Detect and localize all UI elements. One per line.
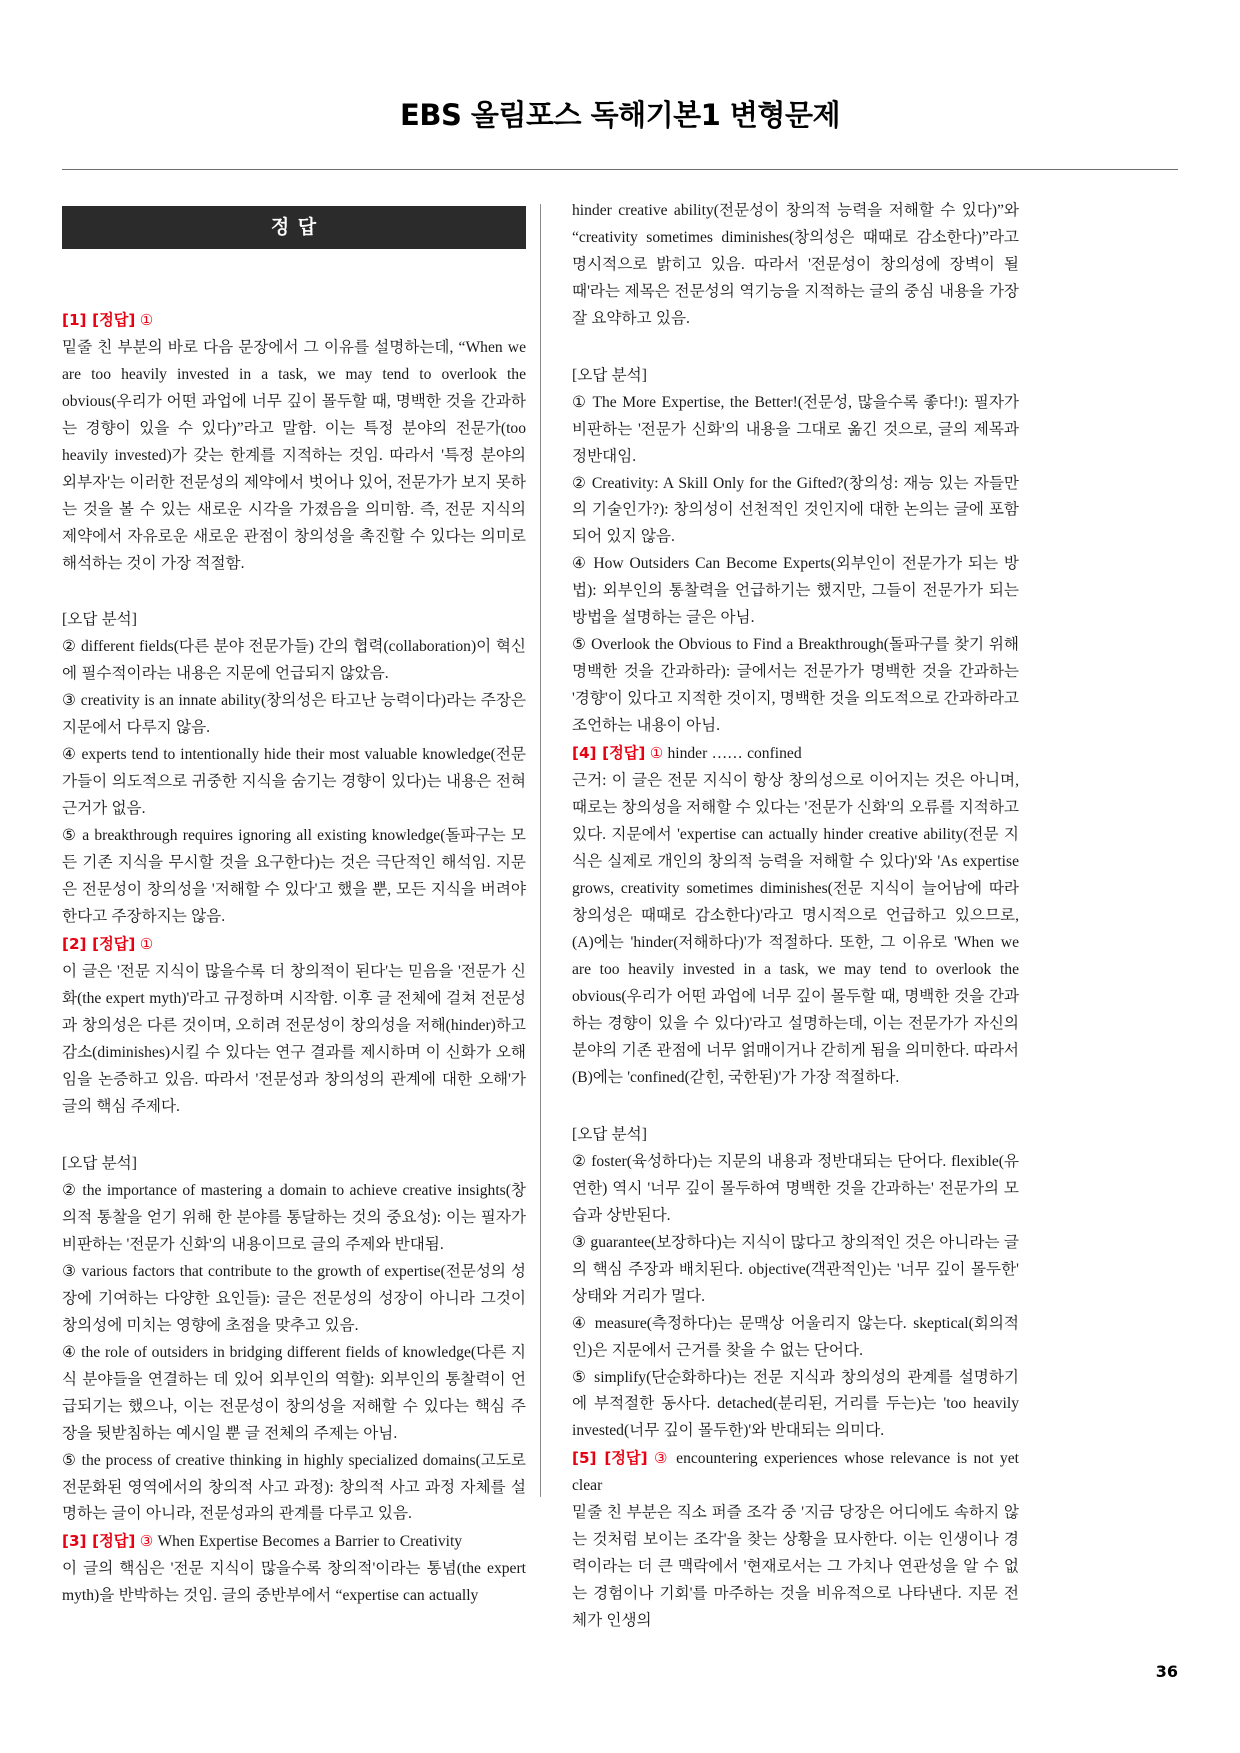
question-2-heading: [2] [정답]: [62, 935, 136, 954]
question-5-answer-text: encountering experiences whose relevance is not yet clear: [572, 1450, 1019, 1495]
question-1-wrong-4: ④ experts tend to intentionally hide their most valuable knowledge(전문가들이 의도적으로 귀중한 지식을 숨기는 경향이 있다)는 내용은 전혀 근거가 없음.: [62, 746, 526, 818]
question-2-wrong-5: ⑤ the process of creative thinking in highly specialized domains(고도로 전문화된 영역에서의 창의적 사고 과정): 창의적 사고 과정 자체를 설명하는 글이 아니라, 전문성과의 관계를 다루고 있음.: [62, 1451, 526, 1523]
question-4-wrong-5: ⑤ simplify(단순화하다)는 전문 지식과 창의성의 관계를 설명하기에 부적절한 동사다. detached(분리된, 거리를 두는)는 'too heavily invested(너무 깊이 몰두한)'와 반대되는 의미다.: [572, 1368, 1019, 1440]
question-5-choice: ③: [654, 1449, 670, 1468]
question-3-body-start: 이 글의 핵심은 '전문 지식이 많을수록 창의적'이라는 통념(the expert myth)을 반박하는 것임. 글의 중반부에서 “expertise can actually: [62, 1560, 526, 1605]
page-title: EBS 올림포스 독해기본1 변형문제: [400, 98, 840, 132]
question-3-answer-text: When Expertise Becomes a Barrier to Creativity: [157, 1533, 463, 1551]
question-2-wrong-label: [오답 분석]: [62, 1154, 137, 1172]
question-4-wrong-2: ② foster(육성하다)는 지문의 내용과 정반대되는 단어다. flexible(유연한) 역시 '너무 깊이 몰두하여 명백한 것을 간과하는' 전문가의 모습과 상반된다.: [572, 1152, 1019, 1224]
question-4-wrong-label: [오답 분석]: [572, 1125, 647, 1143]
question-5-body: 밑줄 친 부분은 직소 퍼즐 조각 중 '지금 당장은 어디에도 속하지 않는 것처럼 보이는 조각'을 찾는 상황을 묘사한다. 이는 인생이나 경력이라는 더 큰 맥락에서 '현재로서는 그 가치나 연관성을 알 수 없는 경험이나 기회'를 마주하는 것을 비유적으로 나타낸다. 지문 전체가 인생의: [572, 1504, 1019, 1630]
two-column-body: [62, 198, 1178, 1630]
question-3-body-continued: hinder creative ability(전문성이 창의적 능력을 저해할 수 있다)”와 “creativity sometimes diminishes(창의성은 때때로 감소한다)”라고 명시적으로 밝히고 있음. 따라서 '전문성이 창의성에 장벽이 될 때'라는 제목은 전문성의 역기능을 지적하는 글의 중심 내용을 가장 잘 요약하고 있음.: [572, 201, 1019, 327]
title-divider: [62, 169, 1178, 170]
question-1-choice: ①: [139, 310, 154, 329]
answer-section-banner: 정 답: [62, 206, 526, 249]
question-2-body: 이 글은 '전문 지식이 많을수록 더 창의적이 된다'는 믿음을 '전문가 신화(the expert myth)'라고 규정하며 시작함. 이후 글 전체에 걸쳐 전문성과 창의성은 다른 것이며, 오히려 전문성이 창의성을 저해(hinder)하고 감소(diminishes)시킬 수 있다는 연구 결과를 제시하며 이 신화가 오해임을 논증하고 있음. 따라서 '전문성과 창의성의 관계에 대한 오해'가 글의 핵심 주제다.: [62, 963, 526, 1115]
page-number: 36: [1155, 1662, 1178, 1681]
question-4-heading: [4] [정답]: [572, 744, 646, 763]
question-3-choice: ③: [139, 1532, 154, 1551]
left-column: [62, 198, 540, 1605]
question-3-answer-line: [62, 1528, 526, 1556]
question-2-answer-line: [62, 931, 526, 959]
right-column: [541, 198, 1019, 1630]
question-3-wrong-4: ④ How Outsiders Can Become Experts(외부인이 전문가가 되는 방법): 외부인의 통찰력을 언급하기는 했지만, 그들이 전문가가 되는 방법을 설명하는 글은 아님.: [572, 555, 1019, 627]
question-1-wrong-label: [오답 분석]: [62, 611, 137, 629]
question-3-wrong-5: ⑤ Overlook the Obvious to Find a Breakthrough(돌파구를 찾기 위해 명백한 것을 간과하라): 글에서는 전문가가 명백한 것을 간과하는 '경향'이 있다고 지적한 것이지, 명백한 것을 의도적으로 간과하라고 조언하는 내용이 아님.: [572, 636, 1019, 735]
question-4-wrong-4: ④ measure(측정하다)는 문맥상 어울리지 않는다. skeptical(회의적인)은 지문에서 근거를 찾을 수 없는 단어다.: [572, 1314, 1019, 1359]
question-1-wrong-3: ③ creativity is an innate ability(창의성은 타고난 능력이다)라는 주장은 지문에서 다루지 않음.: [62, 692, 526, 737]
question-5-heading: [5] [정답]: [572, 1449, 648, 1468]
question-2-wrong-4: ④ the role of outsiders in bridging different fields of knowledge(다른 지식 분야들을 연결하는 데 있어 외부인의 역할): 외부인의 통찰력이 언급되기는 했으나, 이는 전문성이 창의성을 저해할 수 있다는 핵심 주장을 뒷받침하는 예시일 뿐 글 전체의 주제는 아님.: [62, 1343, 526, 1442]
question-1-wrong-5: ⑤ a breakthrough requires ignoring all existing knowledge(돌파구는 모든 기존 지식을 무시할 것을 요구한다)는 것은 극단적인 해석임. 지문은 전문성이 창의성을 '저해할 수 있다'고 했을 뿐, 모든 지식을 버려야 한다고 주장하지는 않음.: [62, 827, 526, 926]
question-4-answer-text: hinder …… confined: [667, 745, 802, 763]
question-3-wrong-2: ② Creativity: A Skill Only for the Gifted?(창의성: 재능 있는 자들만의 기술인가?): 창의성이 선천적인 것인지에 대한 논의는 글에 포함되어 있지 않음.: [572, 474, 1019, 546]
question-2-wrong-3: ③ various factors that contribute to the growth of expertise(전문성의 성장에 기여하는 다양한 요인들): 글은 전문성의 성장이 아니라 그것이 창의성에 미치는 영향에 초점을 맞추고 있음.: [62, 1262, 526, 1334]
question-4-choice: ①: [649, 744, 664, 763]
question-2-choice: ①: [139, 935, 154, 954]
question-4-wrong-3: ③ guarantee(보장하다)는 지식이 많다고 창의적인 것은 아니라는 글의 핵심 주장과 배치된다. objective(객관적인)는 '너무 깊이 몰두한' 상태와 거리가 멀다.: [572, 1233, 1019, 1305]
question-3-wrong-label: [오답 분석]: [572, 366, 647, 384]
question-3-heading: [3] [정답]: [62, 1532, 136, 1551]
question-4-body: 근거: 이 글은 전문 지식이 항상 창의성으로 이어지는 것은 아니며, 때로는 창의성을 저해할 수 있다는 '전문가 신화'의 오류를 지적하고 있다. 지문에서 'expertise can actually hinder creative ability(전문 지식은 실제로 개인의 창의적 능력을 저해할 수 있다)'와 'As expertise grows, creativity sometimes diminishes(전문 지식이 늘어남에 따라 창의성은 때때로 감소한다)'라고 명시적으로 언급하고 있으므로, (A)에는 'hinder(저해하다)'가 적절하다. 또한, 그 이유로 'When we are too heavily invested in a task, we may tend to overlook the obvious(우리가 어떤 과업에 너무 깊이 몰두할 때, 명백한 것을 간과하는 경향이 있을 수 있다)'라고 설명하는데, 이는 전문가가 자신의 분야의 기존 관점에 너무 얽매이거나 갇히게 됨을 의미한다. 따라서 (B)에는 'confined(갇힌, 국한된)'가 가장 적절하다.: [572, 772, 1019, 1086]
question-1-body: 밑줄 친 부분의 바로 다음 문장에서 그 이유를 설명하는데, “When we are too heavily invested in a task, we may tend to overlook the obvious(우리가 어떤 과업에 너무 깊이 몰두할 때, 명백한 것을 간과하는 경향이 있을 수 있다)”라고 말함. 이는 특정 분야의 전문가(too heavily invested)가 갖는 한계를 지적하는 것임. 따라서 '특정 분야의 외부자'는 이러한 전문성의 제약에서 벗어나 있어, 전문가가 보지 못하는 것을 볼 수 있는 새로운 시각을 가졌음을 의미함. 즉, 전문 지식의 제약에서 자유로운 새로운 관점이 창의성을 촉진할 수 있다는 의미로 해석하는 것이 가장 적절함.: [62, 338, 526, 572]
question-3-wrong-1: ① The More Expertise, the Better!(전문성, 많을수록 좋다!): 필자가 비판하는 '전문가 신화'의 내용을 그대로 옮긴 것으로, 글의 제목과 정반대임.: [572, 393, 1019, 465]
question-1-wrong-2: ② different fields(다른 분야 전문가들) 간의 협력(collaboration)이 혁신에 필수적이라는 내용은 지문에 언급되지 않았음.: [62, 638, 526, 683]
question-4-answer-line: [572, 740, 1019, 768]
question-1-heading: [1] [정답]: [62, 310, 136, 329]
question-2-wrong-2: ② the importance of mastering a domain to achieve creative insights(창의적 통찰을 얻기 위해 한 분야를 통달하는 것의 중요성): 이는 필자가 비판하는 '전문가 신화'의 내용이므로 글의 주제와 반대됨.: [62, 1181, 526, 1253]
question-1-answer-line: [62, 307, 526, 335]
banner-spacer: [62, 249, 526, 307]
question-5-answer-line: [572, 1445, 1019, 1500]
